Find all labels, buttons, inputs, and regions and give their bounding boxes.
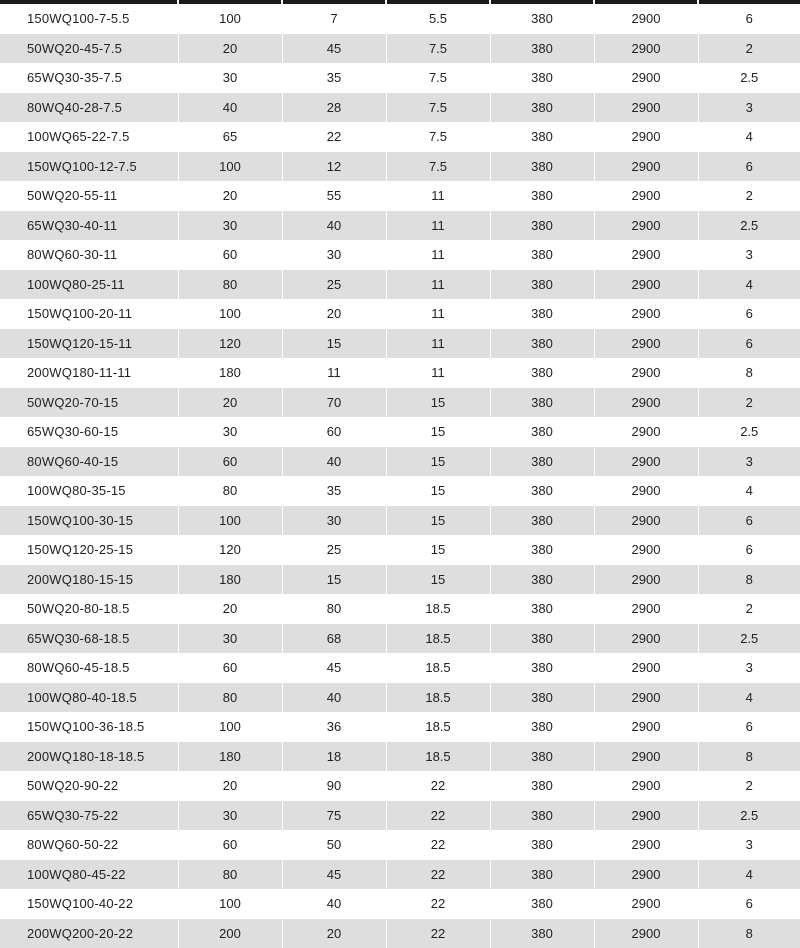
speed-cell: 2900 (594, 211, 698, 241)
outlet-cell: 3 (698, 447, 800, 477)
table-row (0, 240, 800, 270)
power-cell: 22 (386, 860, 490, 890)
voltage-cell: 380 (490, 270, 594, 300)
flow-cell: 60 (178, 447, 282, 477)
flow-cell: 60 (178, 830, 282, 860)
speed-cell: 2900 (594, 63, 698, 93)
outlet-cell: 8 (698, 919, 800, 948)
outlet-cell: 6 (698, 712, 800, 742)
speed-cell: 2900 (594, 388, 698, 418)
voltage-cell: 380 (490, 535, 594, 565)
speed-cell: 2900 (594, 329, 698, 359)
voltage-cell: 380 (490, 919, 594, 948)
flow-cell: 20 (178, 771, 282, 801)
speed-cell: 2900 (594, 919, 698, 948)
head-cell: 60 (282, 417, 386, 447)
flow-cell: 65 (178, 122, 282, 152)
outlet-cell: 6 (698, 506, 800, 536)
voltage-cell: 380 (490, 358, 594, 388)
power-cell: 18.5 (386, 624, 490, 654)
table-row (0, 919, 800, 948)
outlet-cell: 6 (698, 152, 800, 182)
power-cell: 18.5 (386, 742, 490, 772)
model-cell: 50WQ20-55-11 (0, 181, 178, 211)
model-cell: 65WQ30-75-22 (0, 801, 178, 831)
voltage-cell: 380 (490, 594, 594, 624)
model-cell: 150WQ100-20-11 (0, 299, 178, 329)
flow-cell: 100 (178, 4, 282, 34)
table-row (0, 388, 800, 418)
head-cell: 36 (282, 712, 386, 742)
flow-cell: 80 (178, 860, 282, 890)
power-cell: 22 (386, 919, 490, 948)
voltage-cell: 380 (490, 476, 594, 506)
outlet-cell: 4 (698, 476, 800, 506)
outlet-cell: 2.5 (698, 417, 800, 447)
power-cell: 7.5 (386, 93, 490, 123)
outlet-cell: 8 (698, 742, 800, 772)
voltage-cell: 380 (490, 565, 594, 595)
voltage-cell: 380 (490, 34, 594, 64)
model-cell: 100WQ80-35-15 (0, 476, 178, 506)
model-cell: 65WQ30-68-18.5 (0, 624, 178, 654)
flow-cell: 30 (178, 624, 282, 654)
flow-cell: 30 (178, 63, 282, 93)
speed-cell: 2900 (594, 653, 698, 683)
power-cell: 11 (386, 211, 490, 241)
head-cell: 90 (282, 771, 386, 801)
outlet-cell: 6 (698, 889, 800, 919)
speed-cell: 2900 (594, 742, 698, 772)
head-cell: 80 (282, 594, 386, 624)
table-row (0, 801, 800, 831)
outlet-cell: 4 (698, 122, 800, 152)
flow-cell: 100 (178, 506, 282, 536)
speed-cell: 2900 (594, 34, 698, 64)
speed-cell: 2900 (594, 830, 698, 860)
outlet-cell: 6 (698, 4, 800, 34)
voltage-cell: 380 (490, 299, 594, 329)
outlet-cell: 3 (698, 830, 800, 860)
table-row (0, 594, 800, 624)
speed-cell: 2900 (594, 712, 698, 742)
table-body (0, 4, 800, 948)
voltage-cell: 380 (490, 653, 594, 683)
speed-cell: 2900 (594, 506, 698, 536)
head-cell: 30 (282, 240, 386, 270)
power-cell: 15 (386, 447, 490, 477)
head-cell: 18 (282, 742, 386, 772)
head-cell: 35 (282, 63, 386, 93)
head-cell: 40 (282, 211, 386, 241)
speed-cell: 2900 (594, 4, 698, 34)
speed-cell: 2900 (594, 476, 698, 506)
head-cell: 30 (282, 506, 386, 536)
head-cell: 15 (282, 329, 386, 359)
outlet-cell: 2 (698, 594, 800, 624)
head-cell: 35 (282, 476, 386, 506)
head-cell: 45 (282, 34, 386, 64)
flow-cell: 20 (178, 34, 282, 64)
speed-cell: 2900 (594, 771, 698, 801)
model-cell: 150WQ100-36-18.5 (0, 712, 178, 742)
flow-cell: 20 (178, 181, 282, 211)
power-cell: 11 (386, 329, 490, 359)
flow-cell: 30 (178, 211, 282, 241)
table-row (0, 417, 800, 447)
head-cell: 12 (282, 152, 386, 182)
outlet-cell: 2 (698, 34, 800, 64)
speed-cell: 2900 (594, 181, 698, 211)
table-row (0, 565, 800, 595)
flow-cell: 100 (178, 889, 282, 919)
outlet-cell: 6 (698, 329, 800, 359)
head-cell: 7 (282, 4, 386, 34)
power-cell: 11 (386, 181, 490, 211)
model-cell: 150WQ100-12-7.5 (0, 152, 178, 182)
speed-cell: 2900 (594, 889, 698, 919)
head-cell: 45 (282, 860, 386, 890)
speed-cell: 2900 (594, 801, 698, 831)
voltage-cell: 380 (490, 801, 594, 831)
model-cell: 65WQ30-60-15 (0, 417, 178, 447)
voltage-cell: 380 (490, 860, 594, 890)
flow-cell: 180 (178, 358, 282, 388)
speed-cell: 2900 (594, 447, 698, 477)
table-row (0, 358, 800, 388)
outlet-cell: 4 (698, 270, 800, 300)
head-cell: 40 (282, 889, 386, 919)
power-cell: 11 (386, 270, 490, 300)
head-cell: 25 (282, 270, 386, 300)
table-row (0, 122, 800, 152)
power-cell: 15 (386, 535, 490, 565)
power-cell: 22 (386, 801, 490, 831)
outlet-cell: 8 (698, 565, 800, 595)
table-row (0, 93, 800, 123)
flow-cell: 80 (178, 270, 282, 300)
speed-cell: 2900 (594, 860, 698, 890)
head-cell: 45 (282, 653, 386, 683)
voltage-cell: 380 (490, 624, 594, 654)
power-cell: 15 (386, 476, 490, 506)
table-row (0, 329, 800, 359)
table-row (0, 830, 800, 860)
voltage-cell: 380 (490, 683, 594, 713)
speed-cell: 2900 (594, 299, 698, 329)
voltage-cell: 380 (490, 93, 594, 123)
power-cell: 11 (386, 299, 490, 329)
power-cell: 7.5 (386, 34, 490, 64)
speed-cell: 2900 (594, 624, 698, 654)
voltage-cell: 380 (490, 388, 594, 418)
model-cell: 150WQ100-30-15 (0, 506, 178, 536)
speed-cell: 2900 (594, 417, 698, 447)
voltage-cell: 380 (490, 742, 594, 772)
outlet-cell: 4 (698, 683, 800, 713)
model-cell: 50WQ20-90-22 (0, 771, 178, 801)
head-cell: 70 (282, 388, 386, 418)
table-row (0, 742, 800, 772)
voltage-cell: 380 (490, 4, 594, 34)
model-cell: 200WQ200-20-22 (0, 919, 178, 948)
flow-cell: 60 (178, 653, 282, 683)
voltage-cell: 380 (490, 712, 594, 742)
head-cell: 11 (282, 358, 386, 388)
flow-cell: 120 (178, 535, 282, 565)
voltage-cell: 380 (490, 63, 594, 93)
voltage-cell: 380 (490, 830, 594, 860)
model-cell: 80WQ40-28-7.5 (0, 93, 178, 123)
flow-cell: 30 (178, 417, 282, 447)
head-cell: 28 (282, 93, 386, 123)
power-cell: 18.5 (386, 653, 490, 683)
outlet-cell: 6 (698, 299, 800, 329)
head-cell: 50 (282, 830, 386, 860)
model-cell: 150WQ120-25-15 (0, 535, 178, 565)
flow-cell: 20 (178, 388, 282, 418)
voltage-cell: 380 (490, 447, 594, 477)
table-row (0, 889, 800, 919)
power-cell: 11 (386, 358, 490, 388)
model-cell: 150WQ100-40-22 (0, 889, 178, 919)
power-cell: 7.5 (386, 122, 490, 152)
table-row (0, 4, 800, 34)
outlet-cell: 3 (698, 93, 800, 123)
voltage-cell: 380 (490, 329, 594, 359)
model-cell: 100WQ80-25-11 (0, 270, 178, 300)
speed-cell: 2900 (594, 683, 698, 713)
table-row (0, 476, 800, 506)
model-cell: 150WQ100-7-5.5 (0, 4, 178, 34)
flow-cell: 20 (178, 594, 282, 624)
head-cell: 20 (282, 299, 386, 329)
table-row (0, 181, 800, 211)
outlet-cell: 3 (698, 240, 800, 270)
voltage-cell: 380 (490, 889, 594, 919)
outlet-cell: 2.5 (698, 624, 800, 654)
table-row (0, 152, 800, 182)
outlet-cell: 2.5 (698, 211, 800, 241)
head-cell: 25 (282, 535, 386, 565)
speed-cell: 2900 (594, 93, 698, 123)
flow-cell: 80 (178, 683, 282, 713)
outlet-cell: 2 (698, 771, 800, 801)
table-row (0, 211, 800, 241)
table-row (0, 860, 800, 890)
head-cell: 40 (282, 683, 386, 713)
outlet-cell: 2 (698, 388, 800, 418)
voltage-cell: 380 (490, 211, 594, 241)
table-row (0, 653, 800, 683)
outlet-cell: 8 (698, 358, 800, 388)
head-cell: 55 (282, 181, 386, 211)
table-row (0, 683, 800, 713)
outlet-cell: 6 (698, 535, 800, 565)
model-cell: 100WQ65-22-7.5 (0, 122, 178, 152)
model-cell: 50WQ20-80-18.5 (0, 594, 178, 624)
flow-cell: 200 (178, 919, 282, 948)
model-cell: 200WQ180-18-18.5 (0, 742, 178, 772)
model-cell: 80WQ60-40-15 (0, 447, 178, 477)
outlet-cell: 4 (698, 860, 800, 890)
flow-cell: 80 (178, 476, 282, 506)
power-cell: 15 (386, 506, 490, 536)
speed-cell: 2900 (594, 565, 698, 595)
model-cell: 200WQ180-15-15 (0, 565, 178, 595)
table-row (0, 535, 800, 565)
head-cell: 20 (282, 919, 386, 948)
table-row (0, 771, 800, 801)
voltage-cell: 380 (490, 152, 594, 182)
table-row (0, 270, 800, 300)
table-row (0, 63, 800, 93)
power-cell: 7.5 (386, 152, 490, 182)
outlet-cell: 2.5 (698, 801, 800, 831)
head-cell: 68 (282, 624, 386, 654)
voltage-cell: 380 (490, 506, 594, 536)
voltage-cell: 380 (490, 240, 594, 270)
head-cell: 22 (282, 122, 386, 152)
power-cell: 5.5 (386, 4, 490, 34)
power-cell: 18.5 (386, 712, 490, 742)
flow-cell: 180 (178, 565, 282, 595)
power-cell: 22 (386, 830, 490, 860)
flow-cell: 120 (178, 329, 282, 359)
model-cell: 50WQ20-70-15 (0, 388, 178, 418)
speed-cell: 2900 (594, 594, 698, 624)
table-row (0, 712, 800, 742)
model-cell: 80WQ60-45-18.5 (0, 653, 178, 683)
power-cell: 11 (386, 240, 490, 270)
outlet-cell: 3 (698, 653, 800, 683)
voltage-cell: 380 (490, 417, 594, 447)
speed-cell: 2900 (594, 358, 698, 388)
flow-cell: 100 (178, 152, 282, 182)
power-cell: 15 (386, 565, 490, 595)
flow-cell: 180 (178, 742, 282, 772)
flow-cell: 60 (178, 240, 282, 270)
model-cell: 65WQ30-35-7.5 (0, 63, 178, 93)
power-cell: 22 (386, 889, 490, 919)
outlet-cell: 2.5 (698, 63, 800, 93)
power-cell: 22 (386, 771, 490, 801)
head-cell: 40 (282, 447, 386, 477)
power-cell: 7.5 (386, 63, 490, 93)
flow-cell: 40 (178, 93, 282, 123)
power-cell: 15 (386, 388, 490, 418)
flow-cell: 100 (178, 712, 282, 742)
voltage-cell: 380 (490, 122, 594, 152)
pump-spec-table (0, 4, 800, 948)
table-row (0, 299, 800, 329)
head-cell: 15 (282, 565, 386, 595)
head-cell: 75 (282, 801, 386, 831)
speed-cell: 2900 (594, 122, 698, 152)
table-row (0, 506, 800, 536)
outlet-cell: 2 (698, 181, 800, 211)
table-row (0, 447, 800, 477)
flow-cell: 30 (178, 801, 282, 831)
model-cell: 200WQ180-11-11 (0, 358, 178, 388)
power-cell: 15 (386, 417, 490, 447)
model-cell: 80WQ60-50-22 (0, 830, 178, 860)
model-cell: 80WQ60-30-11 (0, 240, 178, 270)
speed-cell: 2900 (594, 240, 698, 270)
model-cell: 150WQ120-15-11 (0, 329, 178, 359)
power-cell: 18.5 (386, 594, 490, 624)
voltage-cell: 380 (490, 181, 594, 211)
table-row (0, 624, 800, 654)
speed-cell: 2900 (594, 535, 698, 565)
power-cell: 18.5 (386, 683, 490, 713)
model-cell: 50WQ20-45-7.5 (0, 34, 178, 64)
flow-cell: 100 (178, 299, 282, 329)
model-cell: 65WQ30-40-11 (0, 211, 178, 241)
voltage-cell: 380 (490, 771, 594, 801)
table-row (0, 34, 800, 64)
model-cell: 100WQ80-40-18.5 (0, 683, 178, 713)
model-cell: 100WQ80-45-22 (0, 860, 178, 890)
speed-cell: 2900 (594, 152, 698, 182)
speed-cell: 2900 (594, 270, 698, 300)
